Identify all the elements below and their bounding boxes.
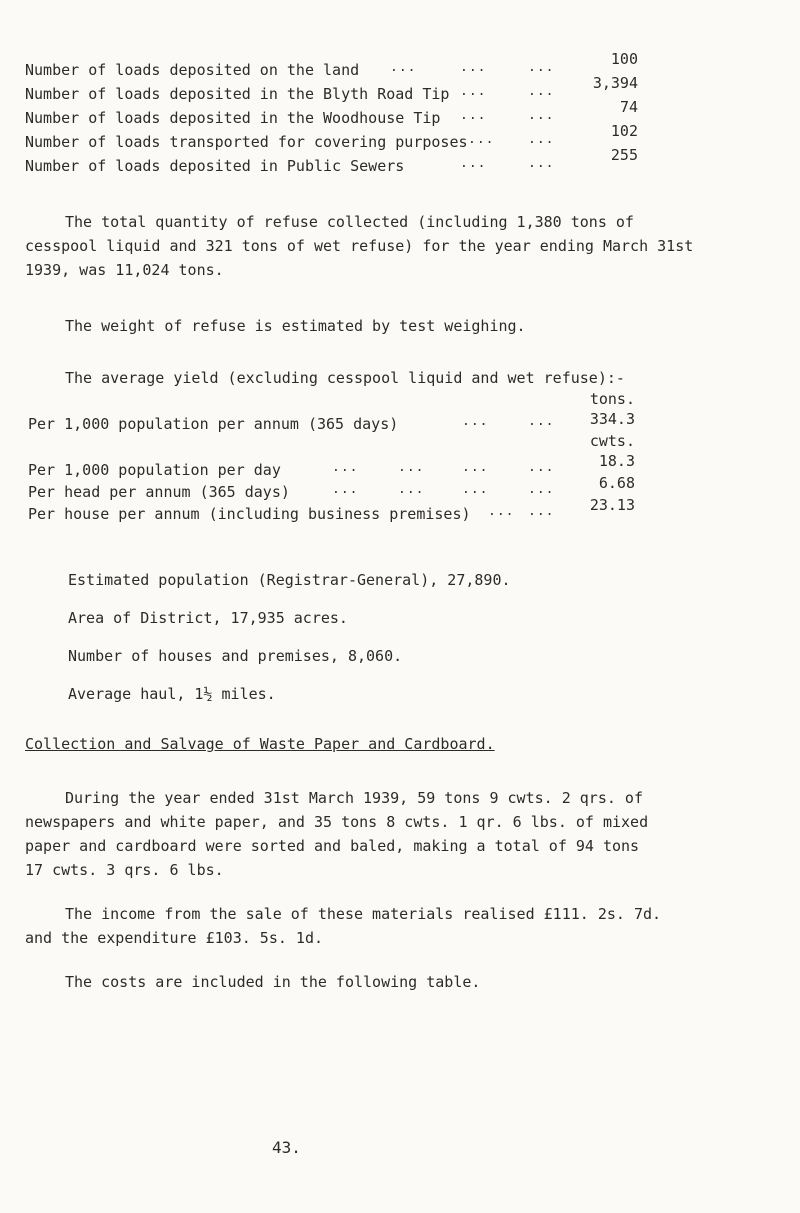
loads-label-1: Number of loads deposited on the land: [25, 61, 360, 79]
salvage-para-line-3: paper and cardboard were sorted and baled, making a total of 94 tons: [25, 837, 640, 855]
loads-label-5: Number of loads deposited in Public Sewers: [25, 157, 405, 175]
salvage-para-line-1: During the year ended 31st March 1939, 59 tons 9 cwts. 2 qrs. of: [65, 789, 643, 807]
leader-dots: ...: [528, 132, 555, 147]
yield-label-4: Per house per annum (including business premises): [28, 505, 471, 523]
leader-dots: ...: [390, 60, 417, 75]
loads-value-3: 74: [619, 98, 638, 116]
yield-value-4: 23.13: [589, 496, 635, 514]
stat-haul: Average haul, 1½ miles.: [68, 685, 276, 703]
loads-value-4: 102: [610, 122, 638, 140]
salvage-para-line-4: 17 cwts. 3 qrs. 6 lbs.: [25, 861, 224, 879]
loads-value-5: 255: [610, 146, 638, 164]
leader-dots: ...: [460, 156, 487, 171]
leader-dots: ...: [462, 414, 489, 429]
leader-dots: ...: [528, 84, 555, 99]
salvage-para-line-2: newspapers and white paper, and 35 tons 8 cwts. 1 qr. 6 lbs. of mixed: [25, 813, 649, 831]
leader-dots: ...: [462, 460, 489, 475]
loads-label-3: Number of loads deposited in the Woodhouse Tip: [25, 109, 441, 127]
unit-tons: tons.: [589, 390, 635, 408]
leader-dots: ...: [460, 108, 487, 123]
leader-dots: ...: [488, 504, 515, 519]
costs-note: The costs are included in the following table.: [65, 973, 481, 991]
stat-population: Estimated population (Registrar-General), 27,890.: [68, 571, 511, 589]
leader-dots: ...: [462, 482, 489, 497]
leader-dots: ...: [528, 460, 555, 475]
loads-label-2: Number of loads deposited in the Blyth Road Tip: [25, 85, 450, 103]
section-heading: Collection and Salvage of Waste Paper and Cardboard.: [25, 735, 495, 753]
income-para-line-1: The income from the sale of these materials realised £111. 2s. 7d.: [65, 905, 662, 923]
total-para-line-1: The total quantity of refuse collected (including 1,380 tons of: [65, 213, 634, 231]
yield-label-1: Per 1,000 population per annum (365 days): [28, 415, 399, 433]
loads-label-4: Number of loads transported for covering purposes: [25, 133, 468, 151]
stat-area: Area of District, 17,935 acres.: [68, 609, 348, 627]
leader-dots: ...: [398, 460, 425, 475]
yield-intro: The average yield (excluding cesspool liquid and wet refuse):-: [65, 369, 625, 387]
leader-dots: ...: [528, 504, 555, 519]
leader-dots: ...: [332, 482, 359, 497]
leader-dots: ...: [528, 414, 555, 429]
unit-cwts: cwts.: [589, 432, 635, 450]
leader-dots: ...: [528, 60, 555, 75]
yield-value-2: 18.3: [598, 452, 635, 470]
yield-label-3: Per head per annum (365 days): [28, 483, 290, 501]
leader-dots: ...: [528, 482, 555, 497]
leader-dots: ...: [398, 482, 425, 497]
yield-value-3: 6.68: [598, 474, 635, 492]
leader-dots: ...: [460, 84, 487, 99]
weight-note: The weight of refuse is estimated by test weighing.: [65, 317, 526, 335]
total-para-line-2: cesspool liquid and 321 tons of wet refuse) for the year ending March 31st: [25, 237, 694, 255]
income-para-line-2: and the expenditure £103. 5s. 1d.: [25, 929, 324, 947]
total-para-line-3: 1939, was 11,024 tons.: [25, 261, 224, 279]
stat-houses: Number of houses and premises, 8,060.: [68, 647, 403, 665]
page-number: 43.: [272, 1138, 301, 1157]
loads-value-2: 3,394: [592, 74, 638, 92]
leader-dots: ...: [332, 460, 359, 475]
yield-label-2: Per 1,000 population per day: [28, 461, 281, 479]
yield-value-1: 334.3: [589, 410, 635, 428]
leader-dots: ...: [460, 60, 487, 75]
leader-dots: ...: [528, 108, 555, 123]
leader-dots: ...: [528, 156, 555, 171]
leader-dots: ...: [468, 132, 495, 147]
loads-value-1: 100: [610, 50, 638, 68]
